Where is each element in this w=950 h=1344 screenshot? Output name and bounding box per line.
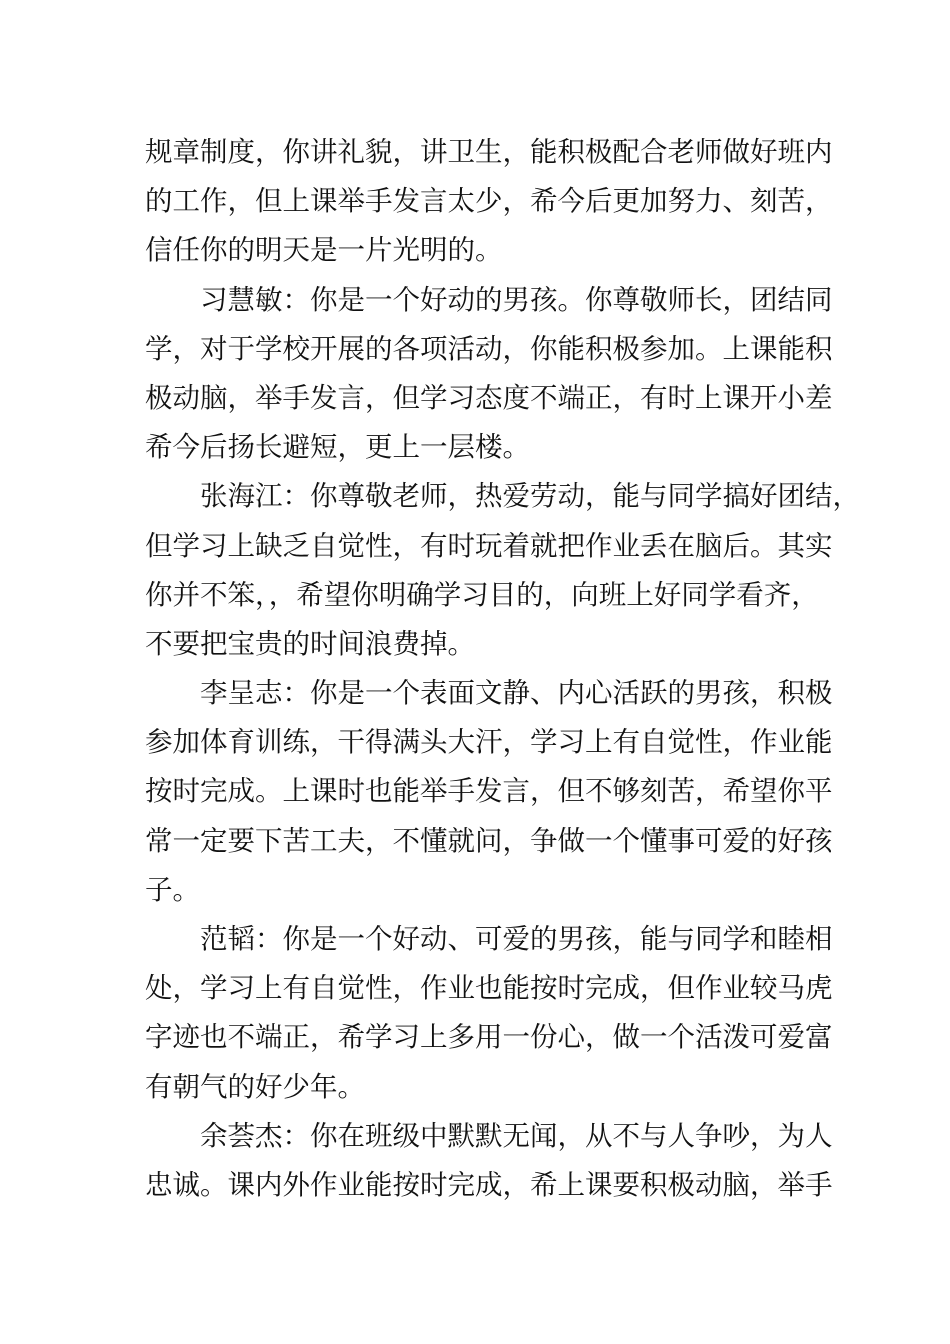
paragraph-6 (145, 1112, 833, 1210)
text-line: 学，对于学校开展的各项活动，你能积极参加。上课能积 (145, 332, 833, 365)
text-line: 有朝气的好少年。 (145, 1070, 365, 1103)
text-line: 但学习上缺乏自觉性，有时玩着就把作业丢在脑后。其实 (145, 529, 833, 562)
text-line: 范韬：你是一个好动、可爱的男孩，能与同学和睦相 (200, 923, 833, 955)
text-line: 规章制度，你讲礼貌，讲卫生，能积极配合老师做好班内 (145, 136, 833, 168)
paragraph-5 (145, 915, 833, 1112)
text-line: 不要把宝贵的时间浪费掉。 (145, 627, 475, 660)
paragraph-1 (145, 128, 833, 276)
document-page (145, 128, 860, 1210)
text-line: 的工作，但上课举手发言太少，希今后更加努力、刻苦， (145, 185, 833, 218)
text-line: 余荟杰：你在班级中默默无闻，从不与人争吵，为人 (200, 1119, 833, 1152)
text-line: 希今后扬长避短，更上一层楼。 (145, 431, 530, 464)
text-line: 极动脑，举手发言，但学习态度不端正，有时上课开小差 (145, 381, 833, 414)
text-line: 张海江：你尊敬老师，热爱劳动，能与同学搞好团结， (200, 480, 860, 513)
text-line: 李呈志：你是一个表面文静、内心活跃的男孩，积极 (200, 677, 833, 710)
text-line: 处，学习上有自觉性，作业也能按时完成，但作业较马虎 (145, 972, 833, 1005)
text-line: 按时完成。上课时也能举手发言，但不够刻苦，希望你平 (145, 775, 833, 808)
text-line: 字迹也不端正，希学习上多用一份心，做一个活泼可爱富 (145, 1021, 833, 1054)
paragraph-3 (145, 472, 860, 669)
text-line: 参加体育训练，干得满头大汗，学习上有自觉性，作业能 (145, 726, 833, 759)
paragraph-2 (145, 276, 833, 473)
text-line: 你并不笨，，希望你明确学习目的，向班上好同学看齐， (145, 578, 819, 611)
text-line: 子。 (145, 873, 200, 906)
text-line: 常一定要下苦工夫，不懂就问，争做一个懂事可爱的好孩 (145, 824, 833, 857)
text-line: 忠诚。课内外作业能按时完成，希上课要积极动脑，举手 (145, 1168, 833, 1201)
paragraph-4 (145, 669, 833, 915)
text-line: 信任你的明天是一片光明的。 (145, 234, 503, 267)
text-line: 习慧敏：你是一个好动的男孩。你尊敬师长，团结同 (200, 283, 833, 316)
